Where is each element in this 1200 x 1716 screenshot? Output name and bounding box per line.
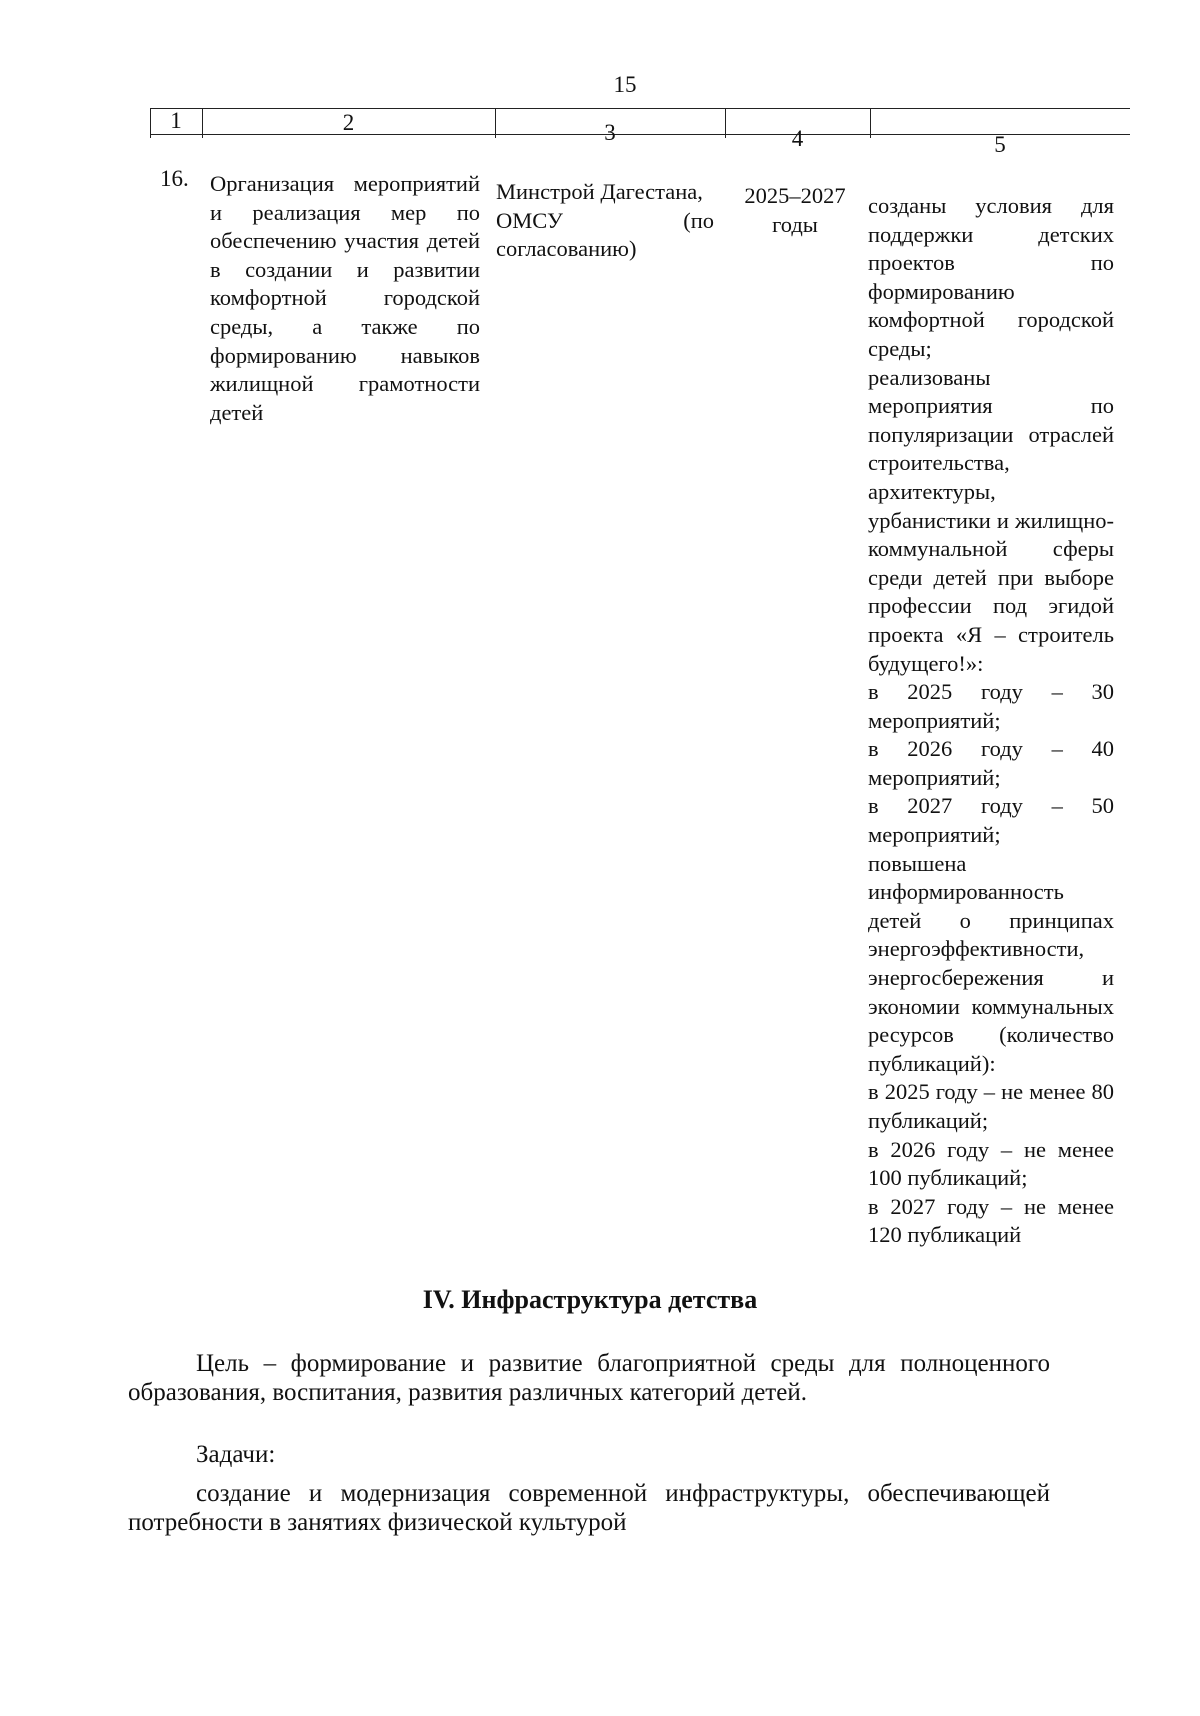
table-header-col-1: 1 (170, 108, 182, 133)
result-line: в 2026 году – не менее 100 публикаций; (868, 1136, 1114, 1191)
measure-cell (210, 170, 480, 427)
term-text: 2025–2027 годы (744, 183, 846, 237)
table-header-col-3: 3 (604, 120, 616, 145)
tasks-label: Задачи: (196, 1441, 276, 1468)
result-line: созданы условия для поддержки детских проектов по формированию комфортной городской среды; (868, 193, 1114, 361)
result-line: в 2027 году – не менее 120 публикаций (868, 1193, 1114, 1248)
table-header-col-2: 2 (342, 110, 355, 135)
result-line: в 2025 году – не менее 80 публикаций; (868, 1079, 1114, 1133)
row-number: 16. (160, 166, 189, 191)
executor-line: ОМСУ (по согласованию) (496, 207, 714, 262)
result-line: реализованы мероприятия по популяризации отраслей строительства, архитектуры, урбанистики и жилищно-коммунальной сферы среди детей при выборе профессии под эгидой проекта «Я – строитель будущего!»: (868, 364, 1114, 676)
measure-text: Организация мероприятий и реализация мер по обеспечению участия детей в создании и развитии комфортной городской среды, а также по формированию навыков жилищной грамотности детей (210, 171, 480, 425)
executor-line: Минстрой Дагестана, (496, 179, 703, 204)
result-cell (868, 192, 1114, 1250)
task-paragraph: создание и модернизация современной инфраструктуры, обеспечивающей потребности в занятиях физической культурой (128, 1480, 1050, 1536)
executor-cell (496, 178, 714, 264)
goal-paragraph: Цель – формирование и развитие благоприятной среды для полноценного образования, воспитания, развития различных категорий детей. (128, 1350, 1050, 1406)
table-header-col-5: 5 (994, 132, 1006, 157)
term-cell (730, 182, 860, 239)
result-line: повышена информированность детей о принципах энергоэффективности, энергосбережения и экономии коммунальных ресурсов (количество публикаций): (868, 850, 1114, 1076)
table-header-col-4: 4 (791, 126, 804, 151)
page-number: 15 (613, 72, 637, 97)
result-line: в 2025 году – 30 мероприятий; (868, 679, 1114, 733)
table-header-row (150, 108, 1130, 160)
section-title: IV. Инфраструктура детства (422, 1285, 758, 1314)
result-line: в 2026 году – 40 мероприятий; (868, 736, 1114, 790)
table-header-top-rule (150, 108, 1130, 109)
result-line: в 2027 году – 50 мероприятий; (868, 793, 1114, 848)
